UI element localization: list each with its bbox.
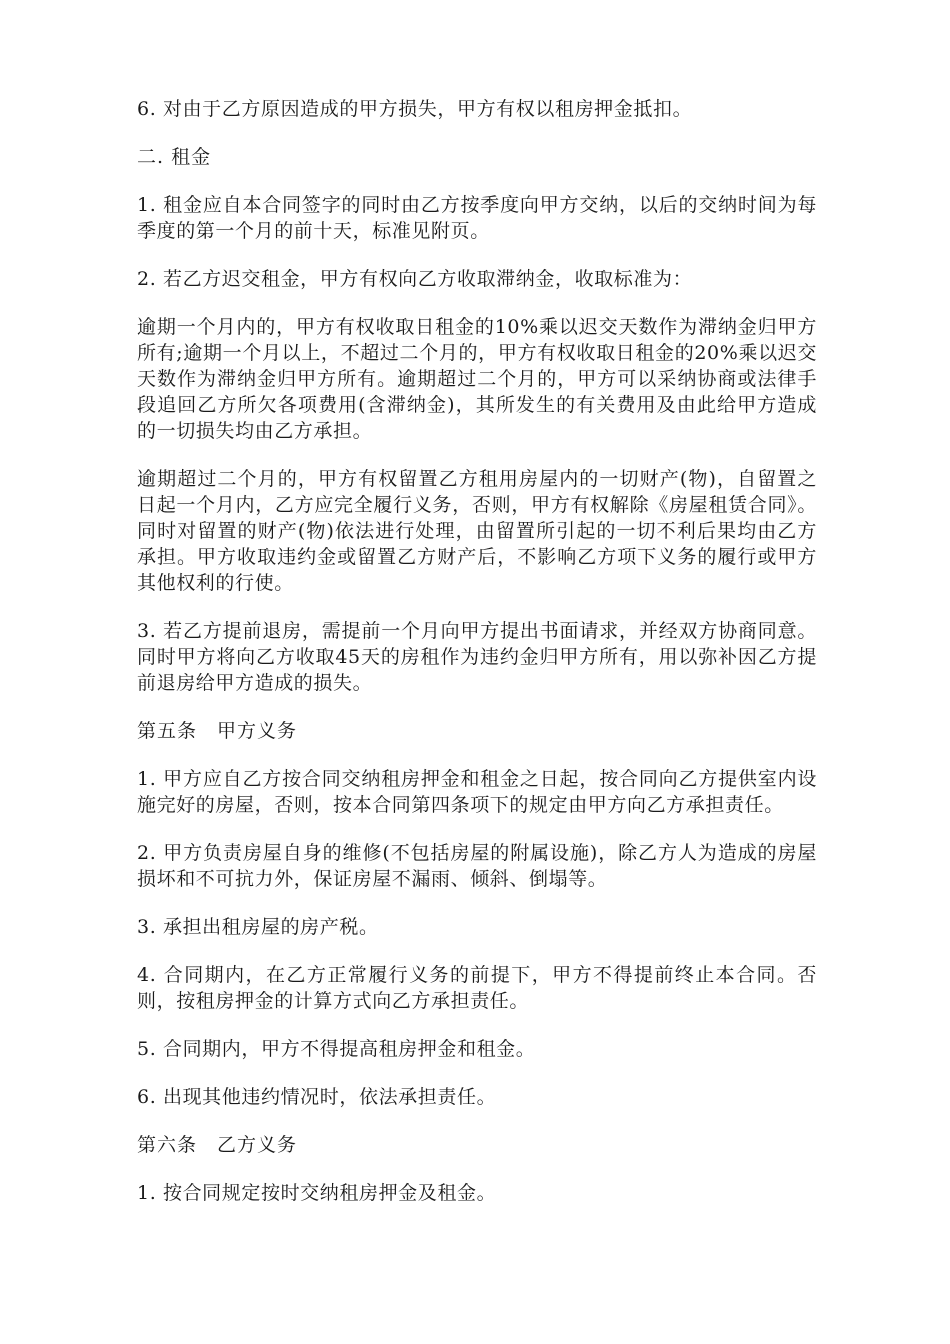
late-fee-paragraph: 逾期一个月内的，甲方有权收取日租金的10%乘以迟交天数作为滞纳金归甲方所有;逾期一个月以上，不超过二个月的，甲方有权收取日租金的20%乘以迟交天数作为滞纳金归甲方所有。逾期超过二个月的，甲方可以采纳协商或法律手段追回乙方所欠各项费用(含滞纳金)，其所发生的有关费用及由此给甲方造成的一切损失均由乙方承担。 [137, 316, 817, 442]
article-5-item-1: 1. 甲方应自乙方按合同交纳租房押金和租金之日起，按合同向乙方提供室内设施完好的房屋，否则，按本合同第四条项下的规定由甲方向乙方承担责任。 [137, 768, 817, 816]
document-body [137, 96, 817, 1206]
clause-4-item-6: 6. 对由于乙方原因造成的甲方损失，甲方有权以租房押金抵扣。 [137, 98, 693, 120]
article-6-item-1: 1. 按合同规定按时交纳租房押金及租金。 [137, 1182, 497, 1204]
section-heading-rent: 二. 租金 [137, 146, 212, 168]
article-5-item-5: 5. 合同期内，甲方不得提高租房押金和租金。 [137, 1038, 536, 1060]
article-5-item-6: 6. 出现其他违约情况时，依法承担责任。 [137, 1086, 497, 1108]
rent-item-3: 3. 若乙方提前退房，需提前一个月向甲方提出书面请求，并经双方协商同意。同时甲方将向乙方收取45天的房租作为违约金归甲方所有，用以弥补因乙方提前退房给甲方造成的损失。 [137, 620, 817, 694]
article-5-item-3: 3. 承担出租房屋的房产税。 [137, 916, 379, 938]
lien-paragraph: 逾期超过二个月的，甲方有权留置乙方租用房屋内的一切财产(物)，自留置之日起一个月内，乙方应完全履行义务，否则，甲方有权解除《房屋租赁合同》。同时对留置的财产(物)依法进行处理，由留置所引起的一切不利后果均由乙方承担。甲方收取违约金或留置乙方财产后，不影响乙方项下义务的履行或甲方其他权利的行使。 [137, 468, 817, 594]
article-5-item-4: 4. 合同期内，在乙方正常履行义务的前提下，甲方不得提前终止本合同。否则，按租房押金的计算方式向乙方承担责任。 [137, 964, 817, 1012]
rent-item-1: 1. 租金应自本合同签字的同时由乙方按季度向甲方交纳，以后的交纳时间为每季度的第一个月的前十天，标准见附页。 [137, 194, 817, 242]
article-6-heading: 第六条 乙方义务 [137, 1134, 298, 1156]
article-5-item-2: 2. 甲方负责房屋自身的维修(不包括房屋的附属设施)，除乙方人为造成的房屋损坏和不可抗力外，保证房屋不漏雨、倾斜、倒塌等。 [137, 842, 817, 890]
article-5-heading: 第五条 甲方义务 [137, 720, 298, 742]
rent-item-2: 2. 若乙方迟交租金，甲方有权向乙方收取滞纳金，收取标准为： [137, 268, 693, 290]
